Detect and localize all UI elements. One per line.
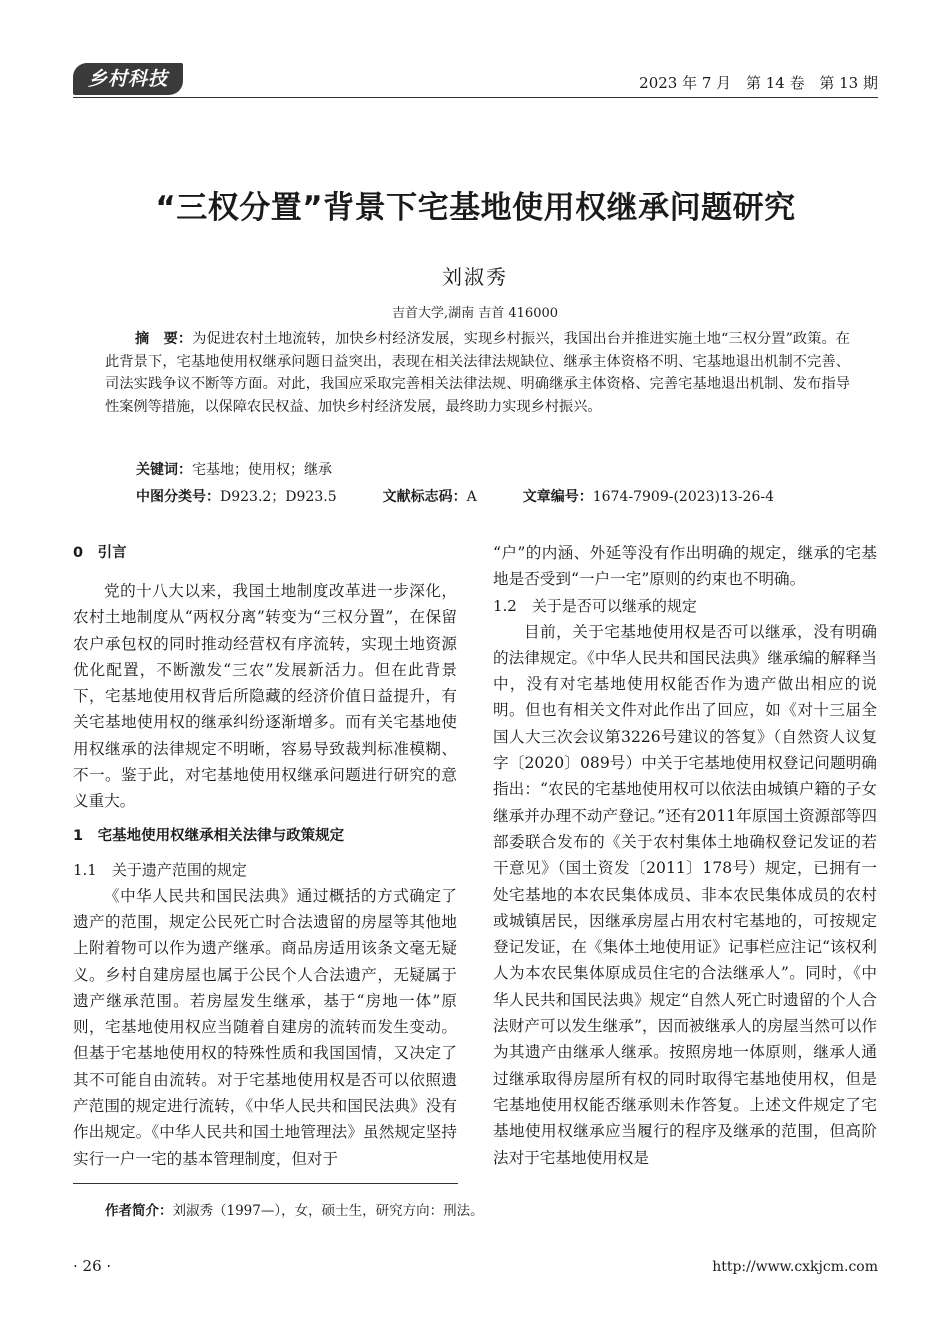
author-name: 刘淑秀 (442, 265, 508, 289)
footnote-rule (73, 1183, 458, 1184)
clc-label: 中图分类号： (136, 489, 220, 505)
issue-volume: 第 14 卷 (745, 74, 805, 92)
section-1-heading: 1 宅基地使用权继承相关法律与政策规定 (73, 827, 345, 844)
section-1-2-paragraph: 目前，关于宅基地使用权是否可以继承，没有明确的法律规定。《中华人民共和国民法典》继承编的解释当中，没有对宅基地使用权能否作为遗产做出相应的说明。但也有相关文件对此作出了回应，如《对十三届全国人大三次会议第3226号建议的答复》（自然资人议复字〔2020〕089号）中关于宅基地使用权登记问题明确指出：“农民的宅基地使用权可以依法由城镇户籍的子女继承并办理不动产登记。”还有2011年原国土资源部等四部委联合发布的《关于农村集体土地确权登记发证的若干意见》（国土资发〔2011〕178号）规定，已拥有一处宅基地的本农民集体成员、非本农民集体成员的农村或城镇居民，因继承房屋占用农村宅基地的，可按规定登记发证，在《集体土地使用证》记事栏应注记“该权利人为本农民集体原成员住宅的合法继承人”。同时，《中华人民共和国民法典》规定“自然人死亡时遗留的个人合法财产可以发生继承”，因而被继承人的房屋当然可以作为其遗产由继承人继承。按照房地一体原则，继承人通过继承取得房屋所有权的同时取得宅基地使用权，但是宅基地使用权能否继承则未作答复。上述文件规定了宅基地使用权继承应当履行的程序及继承的范围，但高阶法对于宅基地使用权是 (493, 622, 877, 1167)
left-column (73, 540, 457, 1172)
keywords-label: 关键词： (136, 462, 192, 478)
issue-number: 第 13 期 (819, 74, 878, 92)
article-title: “三权分置”背景下宅基地使用权继承问题研究 (155, 190, 796, 226)
abstract (105, 328, 850, 418)
abstract-text: 为促进农村土地流转，加快乡村经济发展，实现乡村振兴，我国出台并推进实施土地“三权分置”政策。在此背景下，宅基地使用权继承问题日益突出，表现在相关法律法规缺位、继承主体资格不明、宅基地退出机制不完善、司法实践争议不断等方面。对此，我国应采取完善相关法律法规、明确继承主体资格、完善宅基地退出机制、发布指导性案例等措施，以保障农民权益、加快乡村经济发展，最终助力实现乡村振兴。 (105, 331, 850, 415)
article-id-item (523, 489, 774, 505)
section-1-1-paragraph: 《中华人民共和国民法典》通过概括的方式确定了遗产的范围，规定公民死亡时合法遗留的房屋等其他地上附着物可以作为遗产继承。商品房适用该条文毫无疑义。乡村自建房屋也属于公民个人合法遗产，无疑属于遗产继承范围。若房屋发生继承，基于“房地一体”原则，宅基地使用权应当随着自建房的流转而发生变动。但基于宅基地使用权的特殊性质和我国国情，又决定了其不可能自由流转。对于宅基地使用权是否可以依照遗产范围的规定进行流转，《中华人民共和国民法典》没有作出规定。《中华人民共和国土地管理法》虽然规定坚持实行一户一宅的基本管理制度，但对于 (73, 886, 457, 1168)
article-id-label: 文章编号： (522, 489, 593, 505)
journal-logo: 乡村科技 (73, 63, 183, 95)
section-1-2-heading: 1.2 关于是否可以继承的规定 (493, 596, 697, 615)
doc-code-value: A (466, 489, 477, 505)
page-number: · 26 · (73, 1257, 112, 1275)
header-rule (73, 97, 878, 98)
journal-url[interactable]: http://www.cxkjcm.com (712, 1259, 878, 1275)
section-0-paragraph: 党的十八大以来，我国土地制度改革进一步深化，农村土地制度从“两权分离”转变为“三权分置”，在保留农户承包权的同时推动经营权有序流转，实现土地资源优化配置，不断激发“三农”发展新活力。但在此背景下，宅基地使用权背后所隐藏的经济价值日益提升，有关宅基地使用权的继承纠纷逐渐增多。而有关宅基地使用权继承的法律规定不明晰，容易导致裁判标准模糊、不一。鉴于此，对宅基地使用权继承问题进行研究的意义重大。 (73, 582, 457, 811)
classification-line (136, 486, 774, 506)
right-column (493, 540, 877, 1171)
abstract-label: 摘 要： (135, 331, 193, 347)
article-id-value: 1674-7909-(2023)13-26-4 (592, 489, 775, 505)
issue-info (629, 72, 878, 93)
section-1-1-paragraph-continued: “户”的内涵、外延等没有作出明确的规定，继承的宅基地是否受到“一户一宅”原则的约束也不明确。 (493, 544, 877, 589)
author-footnote (105, 1199, 484, 1219)
clc-item (136, 489, 337, 505)
footnote-label: 作者简介： (105, 1203, 173, 1219)
issue-year-month: 2023 年 7 月 (639, 74, 732, 92)
keywords-text: 宅基地；使用权；继承 (192, 462, 332, 478)
clc-value: D923.2；D923.5 (220, 489, 337, 505)
doc-code-label: 文献标志码： (382, 489, 467, 505)
keywords (136, 459, 332, 479)
section-0-heading: 0 引言 (73, 545, 127, 561)
section-1-1-heading: 1.1 关于遗产范围的规定 (73, 860, 247, 879)
footnote-text: 刘淑秀（1997—），女，硕士生，研究方向：刑法。 (172, 1203, 484, 1219)
doc-code-item (383, 489, 477, 505)
affiliation: 吉首大学,湖南 吉首 416000 (391, 306, 559, 321)
